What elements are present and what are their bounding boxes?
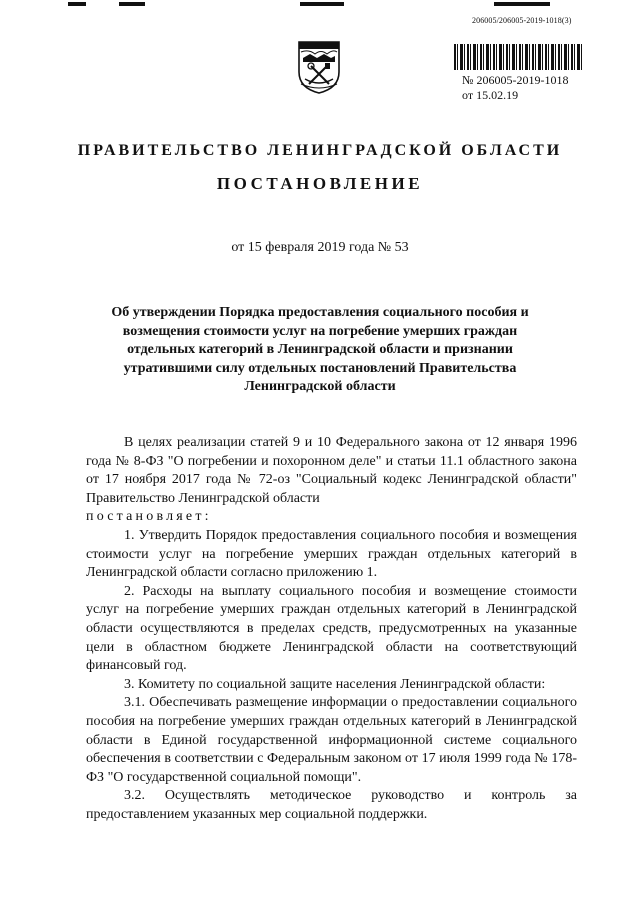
- document-id: 206005/206005-2019-1018(3): [472, 16, 572, 25]
- paragraph-3-2: 3.2. Осуществлять методическое руководство и контроль за предоставлением указанных мер социальной поддержки.: [86, 788, 577, 822]
- top-edge-mark: [300, 2, 344, 6]
- document-body: [86, 434, 577, 824]
- top-edge-mark: [68, 2, 86, 6]
- paragraph-2: 2. Расходы на выплату социального пособия и возмещение стоимости услуг на погребение умерших граждан отдельных категорий в Ленинградской области осуществляются в пределах средств, предусмотренных на указанные цели в областном бюджете Ленинградской области на соответствующий финансовый год.: [86, 583, 577, 674]
- document-title: Об утверждении Порядка предоставления социального пособия и возмещения стоимости услуг на погребение умерших граждан отдельных категорий в Ленинградской области и признании утратившими силу отдельных постановлений Правительства Ленинградской области: [111, 305, 529, 394]
- registration-date: от 15.02.19: [462, 88, 519, 102]
- paragraph-1: 1. Утвердить Порядок предоставления социального пособия и возмещения стоимости услуг на погребение умерших граждан отдельных категорий в Ленинградской области согласно приложению 1.: [86, 527, 577, 581]
- registration-stamp: [462, 73, 568, 103]
- document-type: ПОСТАНОВЛЕНИЕ: [216, 174, 424, 193]
- paragraph-3-1: 3.1. Обеспечивать размещение информации о предоставлении социального пособия на погребение умерших граждан отдельных категорий в Ленинградской области в Единой государственной информационной системе социального обеспечения в соответствии с Федеральным законом от 17 июля 1999 года № 178-ФЗ "О государственной социальной помощи".: [86, 695, 577, 785]
- coat-of-arms-icon: [297, 40, 341, 94]
- resolves-line: постановляет:: [86, 509, 212, 525]
- government-name: ПРАВИТЕЛЬСТВО ЛЕНИНГРАДСКОЙ ОБЛАСТИ: [77, 142, 563, 159]
- paragraph-3: 3. Комитету по социальной защите населения Ленинградской области:: [124, 676, 546, 692]
- date-line: от 15 февраля 2019 года № 53: [231, 240, 409, 255]
- preamble-paragraph: В целях реализации статей 9 и 10 Федерального закона от 12 января 1996 года № 8-ФЗ "О погребении и похоронном деле" и статьи 11.1 областного закона от 17 ноября 2017 года № 72-оз "Социальный кодекс Ленинградской области" Правительство Ленинградской области: [86, 435, 577, 506]
- registration-number: № 206005-2019-1018: [462, 73, 569, 87]
- top-edge-mark: [119, 2, 145, 6]
- top-edge-mark: [494, 2, 550, 6]
- barcode: [454, 44, 582, 70]
